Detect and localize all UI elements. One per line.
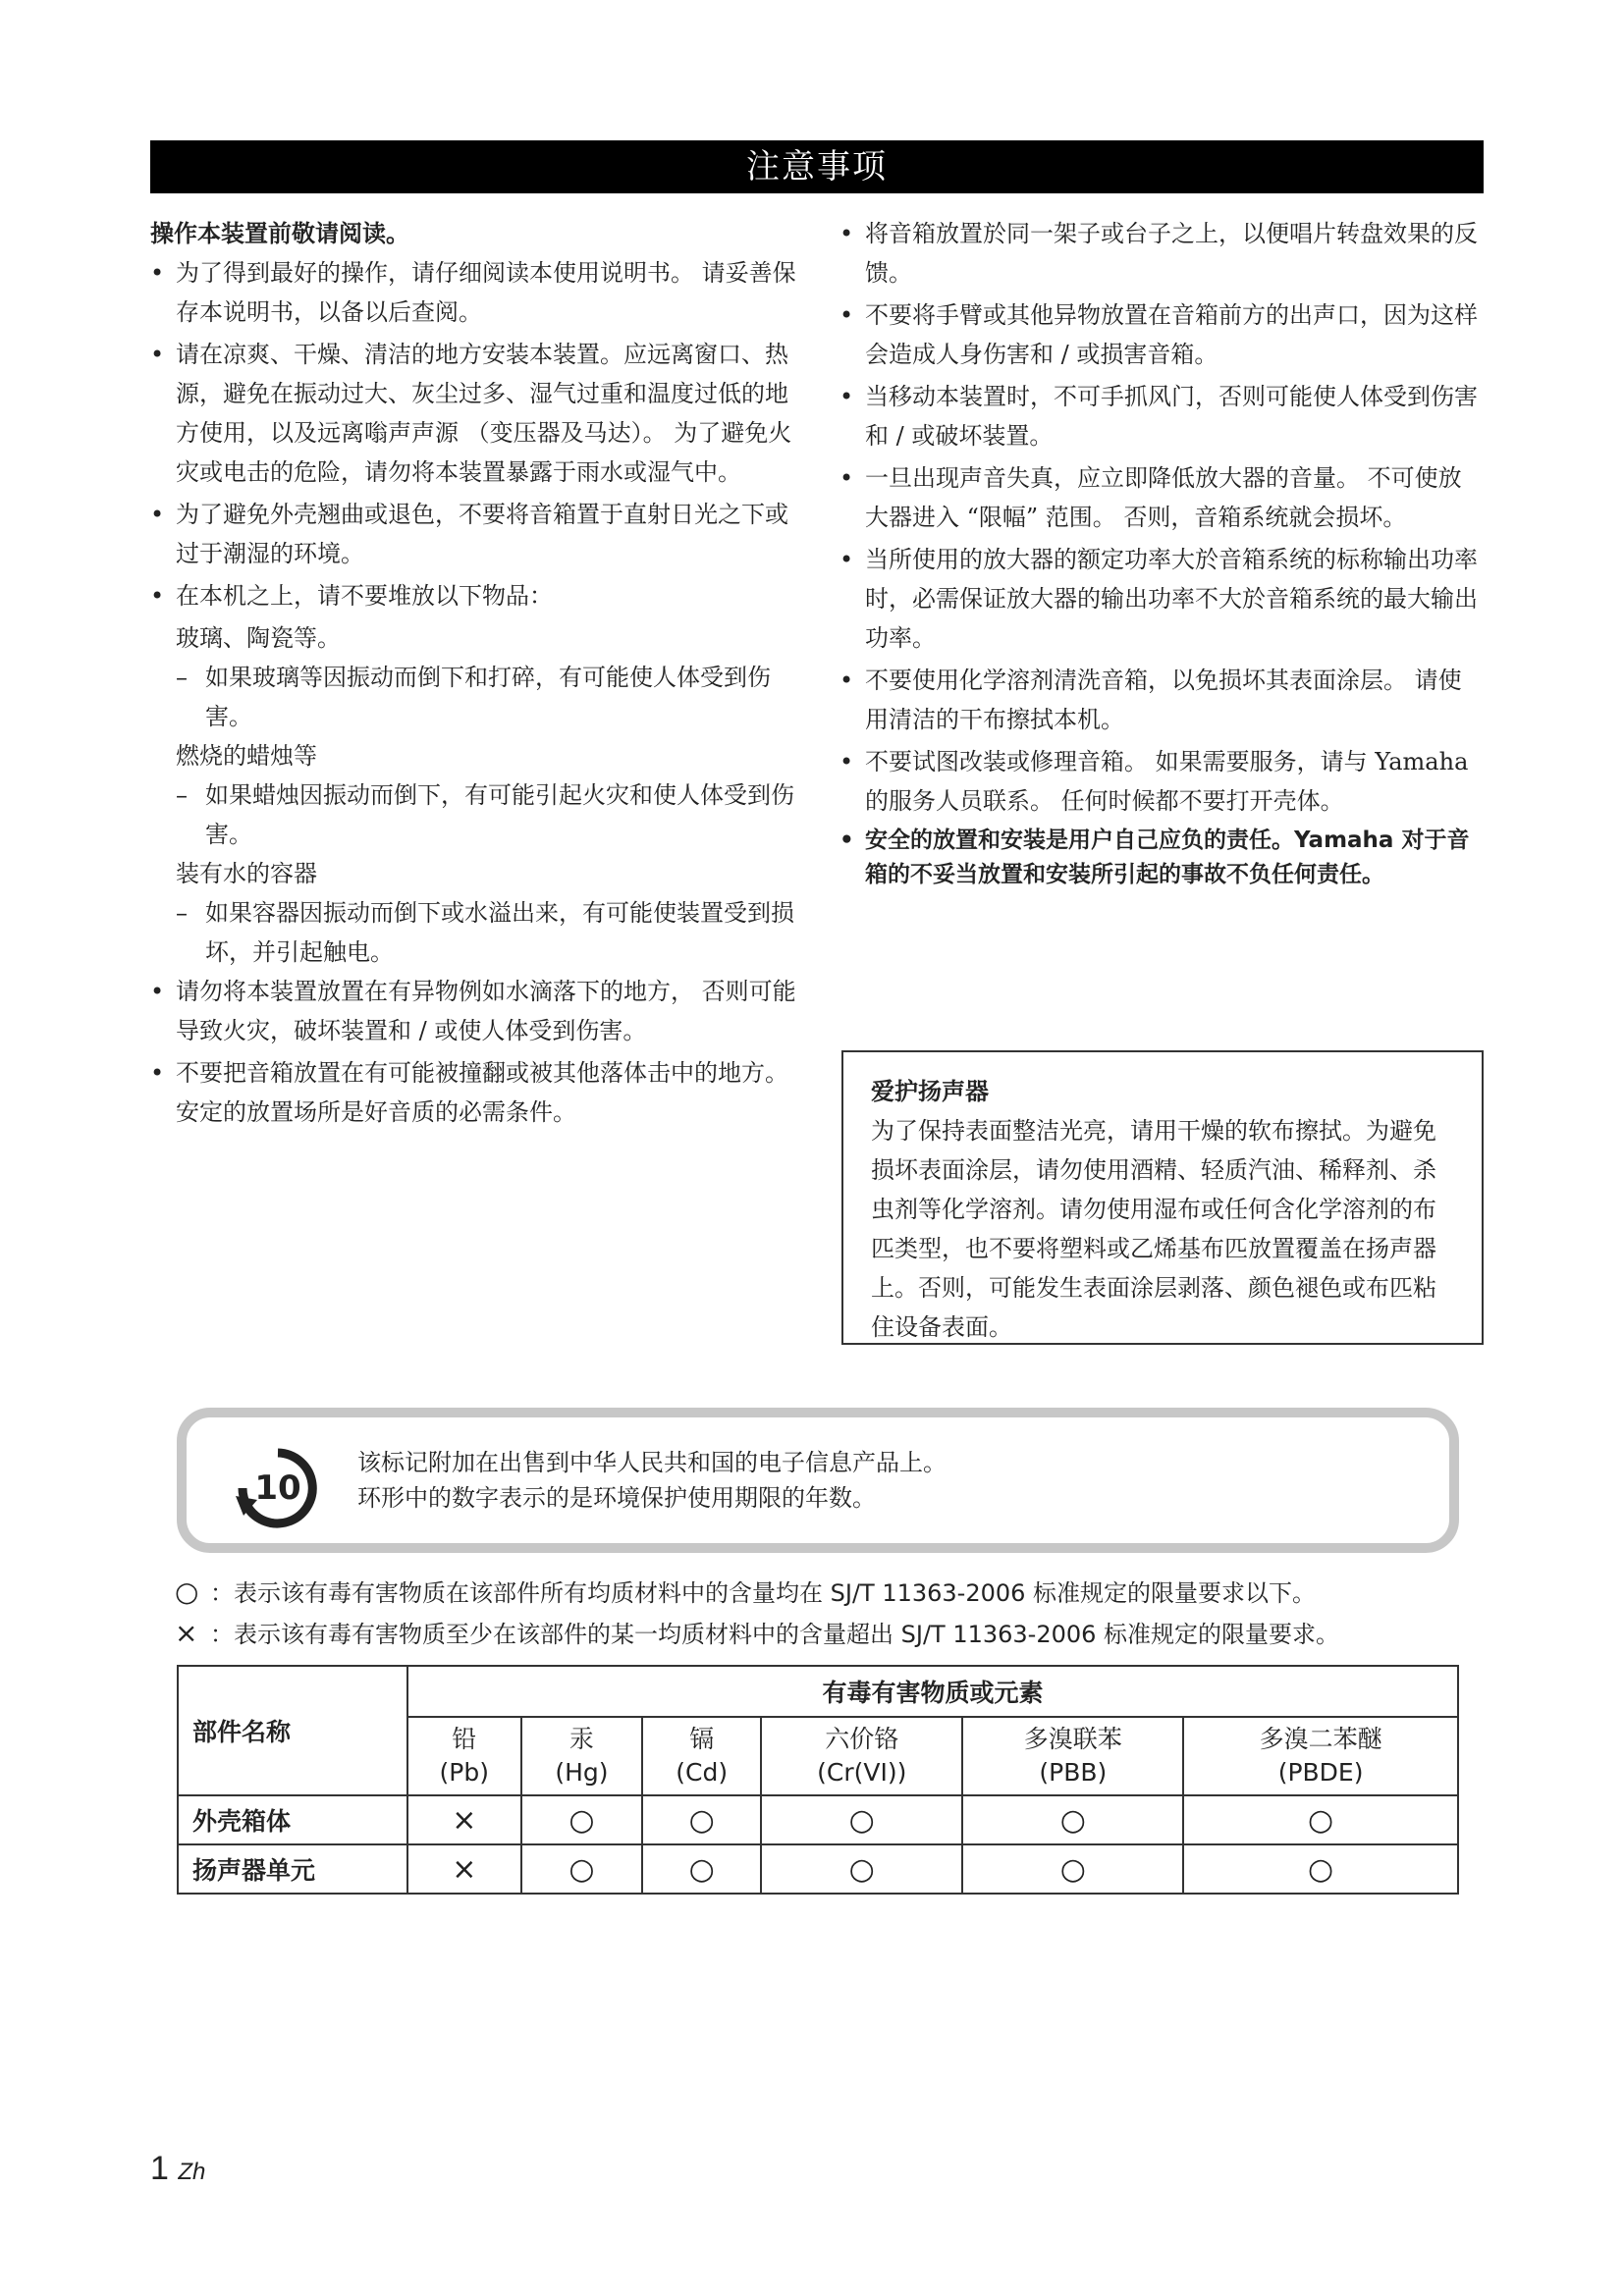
column-name: 汞: [568, 1725, 594, 1753]
column-name: 多溴二苯醚: [1259, 1725, 1382, 1753]
table-row: [178, 1795, 1458, 1844]
item-water: 装有水的容器: [176, 860, 317, 887]
column-symbol: (Cr(VI)): [817, 1758, 907, 1787]
item-glass-note: – 如果玻璃等因振动而倒下和打碎，有可能使人体受到伤害。: [150, 658, 808, 736]
hazardous-substances-table: [177, 1665, 1459, 1895]
table-cell: ○: [1183, 1795, 1458, 1844]
table-cell: ○: [1183, 1844, 1458, 1894]
table-cell: ○: [761, 1795, 962, 1844]
legend-circle: [175, 1575, 1316, 1611]
cross-icon: ×: [175, 1617, 198, 1649]
column-symbol: (Pb): [439, 1758, 489, 1787]
right-column: [839, 214, 1484, 895]
column-name: 多溴联苯: [1023, 1725, 1122, 1753]
left-column: [150, 214, 808, 1135]
page-number: 1: [150, 2150, 169, 2187]
legend-circle-text: ：表示该有毒有害物质在该部件所有均质材料中的含量均在 SJ/T 11363-2006 标准规定的限量要求以下。: [210, 1579, 1317, 1607]
row-part: 扬声器单元: [178, 1844, 407, 1894]
table-cell: ○: [962, 1795, 1183, 1844]
right-bullet-1: • 将音箱放置於同一架子或台子之上，以便唱片转盘效果的反馈。: [839, 214, 1484, 293]
right-bullet-8: • 安全的放置和安装是用户自己应负的责任。Yamaha 对于音箱的不妥当放置和安装所引起的事故不负任何责任。: [839, 824, 1484, 892]
column-header: [521, 1717, 643, 1795]
language-code: Zh: [178, 2159, 206, 2185]
table-cell: ○: [761, 1844, 962, 1894]
china-notice-line-2: 环形中的数字表示的是环境保护使用期限的年数。: [357, 1484, 876, 1512]
column-header: [1183, 1717, 1458, 1795]
circle-icon: ○: [175, 1575, 199, 1608]
china-notice-text: [357, 1445, 947, 1516]
care-text: 为了保持表面整洁光亮，请用干燥的软布擦拭。为避免损坏表面涂层，请勿使用酒精、轻质汽油、稀释剂、杀虫剂等化学溶剂。请勿使用湿布或任何含化学溶剂的布匹类型，也不要将塑料或乙烯基布匹放置覆盖在扬声器上。否则，可能发生表面涂层剥落、颜色褪色或布匹粘住设备表面。: [871, 1117, 1436, 1341]
right-bullet-5: • 当所使用的放大器的额定功率大於音箱系统的标称输出功率时，必需保证放大器的输出功率不大於音箱系统的最大输出功率。: [839, 540, 1484, 658]
left-bullet-2: • 请在凉爽、干燥、清洁的地方安装本装置。应远离窗口、热源，避免在振动过大、灰尘过多、湿气过重和温度过低的地方使用，以及远离嗡声声源 （变压器及马达）。 为了避免火灾或电击的危险，请勿将本装置暴露于雨水或湿气中。: [150, 335, 808, 492]
logo-number: 10: [254, 1468, 301, 1508]
page-title: 注意事项: [150, 140, 1484, 193]
substances-header: 有毒有害物质或元素: [407, 1666, 1458, 1717]
column-symbol: (PBB): [1039, 1758, 1108, 1787]
column-symbol: (PBDE): [1277, 1758, 1364, 1787]
left-bullet-6: • 不要把音箱放置在有可能被撞翻或被其他落体击中的地方。 安定的放置场所是好音质的必需条件。: [150, 1053, 808, 1132]
care-title: 爱护扬声器: [871, 1078, 989, 1105]
row-part: 外壳箱体: [178, 1795, 407, 1844]
right-bullet-2: • 不要将手臂或其他异物放置在音箱前方的出声口，因为这样会造成人身伤害和 / 或损害音箱。: [839, 295, 1484, 374]
right-bullet-3: • 当移动本装置时，不可手抓风门，否则可能使人体受到伤害和 / 或破坏装置。: [839, 377, 1484, 455]
page-footer: [150, 2150, 205, 2188]
column-symbol: (Hg): [555, 1758, 609, 1787]
part-name-header: 部件名称: [178, 1666, 407, 1795]
item-water-note: – 如果容器因振动而倒下或水溢出来，有可能使装置受到损坏，并引起触电。: [150, 893, 808, 972]
table-cell: ×: [407, 1795, 521, 1844]
table-cell: ×: [407, 1844, 521, 1894]
recycle-period-logo-icon: [234, 1447, 322, 1529]
column-header: [761, 1717, 962, 1795]
column-name: 镉: [689, 1725, 715, 1753]
legend-cross: [175, 1616, 1339, 1652]
left-heading: 操作本装置前敬请阅读。: [150, 220, 409, 247]
table-row: [178, 1844, 1458, 1894]
column-header: [407, 1717, 521, 1795]
left-bullet-1: • 为了得到最好的操作，请仔细阅读本使用说明书。 请妥善保存本说明书，以备以后查阅。: [150, 253, 808, 332]
table-cell: ○: [962, 1844, 1183, 1894]
column-name: 六价铬: [825, 1725, 899, 1753]
left-bullet-3: • 为了避免外壳翘曲或退色，不要将音箱置于直射日光之下或过于潮湿的环境。: [150, 495, 808, 573]
item-glass: 玻璃、陶瓷等。: [176, 624, 341, 652]
table-cell: ○: [521, 1844, 643, 1894]
right-bullet-6: • 不要使用化学溶剂清洗音箱，以免损坏其表面涂层。 请使用清洁的干布擦拭本机。: [839, 661, 1484, 739]
item-candle-note: – 如果蜡烛因振动而倒下，有可能引起火灾和使人体受到伤害。: [150, 775, 808, 854]
right-bullet-4: • 一旦出现声音失真，应立即降低放大器的音量。 不可使放大器进入 “限幅” 范围。 否则，音箱系统就会损坏。: [839, 458, 1484, 537]
speaker-care-box: [841, 1050, 1484, 1345]
column-header: [642, 1717, 761, 1795]
left-bullet-5: • 请勿将本装置放置在有异物例如水滴落下的地方， 否则可能导致火灾，破坏装置和 / 或使人体受到伤害。: [150, 972, 808, 1050]
table-cell: ○: [521, 1795, 643, 1844]
china-notice-line-1: 该标记附加在出售到中华人民共和国的电子信息产品上。: [357, 1449, 947, 1476]
left-bullet-4: • 在本机之上，请不要堆放以下物品：: [150, 576, 808, 615]
column-header: [962, 1717, 1183, 1795]
column-name: 铅: [452, 1725, 477, 1753]
table-cell: ○: [642, 1844, 761, 1894]
legend-cross-text: ：表示该有毒有害物质至少在该部件的某一均质材料中的含量超出 SJ/T 11363-2006 标准规定的限量要求。: [210, 1621, 1340, 1648]
table-cell: ○: [642, 1795, 761, 1844]
column-symbol: (Cd): [676, 1758, 729, 1787]
item-candle: 燃烧的蜡烛等: [176, 742, 317, 770]
right-bullet-7: • 不要试图改装或修理音箱。 如果需要服务，请与 Yamaha 的服务人员联系。 任何时候都不要打开壳体。: [839, 742, 1484, 821]
